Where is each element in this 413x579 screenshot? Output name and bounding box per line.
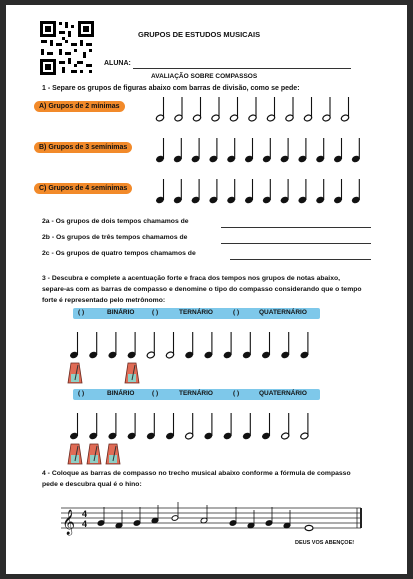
option-paren[interactable]: ( ) — [78, 390, 85, 397]
half-note-icon — [174, 97, 183, 122]
question-1-text: 1 - Separe os grupos de figuras abaixo com barras de divisão, como se pede: — [42, 85, 300, 92]
quarter-note-icon — [155, 138, 164, 163]
quarter-note-icon — [300, 332, 309, 359]
quarter-note-icon — [351, 138, 360, 163]
option-quaternario: QUATERNÁRIO — [259, 390, 307, 397]
quarter-note-icon — [127, 332, 136, 359]
half-note-icon — [229, 97, 238, 122]
half-note-icon — [281, 413, 290, 440]
group-c-label: C) Grupos de 4 semínimas — [34, 183, 132, 194]
metronome-icon — [67, 362, 83, 384]
quarter-note-icon — [298, 179, 307, 204]
option-paren[interactable]: ( ) — [78, 309, 85, 316]
quarter-note-icon — [316, 138, 325, 163]
half-note-icon — [211, 97, 220, 122]
quarter-note-icon — [333, 138, 342, 163]
quarter-note-icon — [209, 179, 218, 204]
group-b-label: B) Grupos de 3 semínimas — [34, 142, 132, 153]
quarter-note-icon — [316, 179, 325, 204]
half-note-icon — [266, 97, 275, 122]
question-2b-text: 2b - Os grupos de três tempos chamamos de — [42, 234, 188, 241]
metronome-icon — [67, 443, 83, 465]
half-note-icon — [192, 97, 201, 122]
half-note-icon — [303, 97, 312, 122]
quarter-note-icon — [351, 179, 360, 204]
quarter-note-icon — [108, 413, 117, 440]
option-ternario: TERNÁRIO — [179, 390, 213, 397]
svg-text:4: 4 — [82, 509, 88, 519]
option-ternario: TERNÁRIO — [179, 309, 213, 316]
quarter-note-icon — [280, 179, 289, 204]
quarter-note-icon — [165, 413, 174, 440]
quarter-note-icon — [155, 179, 164, 204]
half-note-icon — [146, 332, 155, 359]
question-2a-text: 2a - Os grupos de dois tempos chamamos de — [42, 218, 189, 225]
option-paren[interactable]: ( ) — [152, 390, 159, 397]
quarter-note-icon — [204, 332, 213, 359]
quarter-note-icon — [173, 179, 182, 204]
music-staff — [61, 502, 366, 536]
metronome-icon — [86, 443, 102, 465]
quarter-note-icon — [333, 179, 342, 204]
quarter-note-icon — [244, 179, 253, 204]
half-note-icon — [155, 97, 164, 122]
quarter-note-icon — [69, 413, 78, 440]
quarter-note-icon — [209, 138, 218, 163]
option-binario: BINÁRIO — [107, 390, 135, 397]
quarter-note-icon — [261, 413, 270, 440]
quarter-note-icon — [223, 413, 232, 440]
half-note-icon — [185, 413, 194, 440]
metronome-icon — [124, 362, 140, 384]
quarter-note-icon — [173, 138, 182, 163]
quarter-note-icon — [223, 332, 232, 359]
group-c-notes — [6, 177, 407, 205]
qr-code — [38, 19, 96, 77]
treble-clef-icon: 𝄞 — [62, 510, 76, 535]
quarter-note-icon — [298, 138, 307, 163]
option-paren[interactable]: ( ) — [152, 309, 159, 316]
question-4-text: 4 - Coloque as barras de compasso no trecho musical abaixo conforme a fórmula de compasso pede e descubra qual é o hino: — [42, 470, 351, 488]
question-2c-text: 2c - Os grupos de quatro tempos chamamos de — [42, 250, 196, 257]
half-note-icon — [248, 97, 257, 122]
exercise-3-row-2-notes — [6, 411, 407, 441]
exercise-3-row-1-notes — [6, 330, 407, 360]
option-paren[interactable]: ( ) — [233, 309, 240, 316]
meter-options-bar-2 — [73, 389, 320, 400]
quarter-note-icon — [262, 179, 271, 204]
worksheet-page — [6, 5, 407, 574]
page-title: GRUPOS DE ESTUDOS MUSICAIS — [138, 30, 261, 39]
option-quaternario: QUATERNÁRIO — [259, 309, 307, 316]
half-note-icon — [165, 332, 174, 359]
quarter-note-icon — [242, 332, 251, 359]
answer-2a-field[interactable] — [221, 227, 371, 228]
group-a-notes — [6, 95, 407, 123]
half-note-icon — [322, 97, 331, 122]
half-note-icon — [340, 97, 349, 122]
question-3-text: 3 - Descubra e complete a acentuação forte e fraca dos tempos nos grupos de notas abaixo, separe-as com as barras de compasso e denomine o tipo do compasso considerando que o tempo forte é representado pelo metrônomo: — [42, 275, 362, 304]
meter-options-bar-1 — [73, 308, 320, 319]
quarter-note-icon — [89, 413, 98, 440]
quarter-note-icon — [89, 332, 98, 359]
quarter-note-icon — [280, 138, 289, 163]
metronome-icon — [105, 443, 121, 465]
half-note-icon — [300, 413, 309, 440]
footer-blessing: DEUS VOS ABENÇOE! — [295, 540, 355, 546]
student-name-label: ALUNA: — [104, 60, 131, 67]
quarter-note-icon — [127, 413, 136, 440]
quarter-note-icon — [262, 138, 271, 163]
option-paren[interactable]: ( ) — [233, 390, 240, 397]
answer-2c-field[interactable] — [230, 259, 371, 260]
quarter-note-icon — [244, 138, 253, 163]
quarter-note-icon — [191, 138, 200, 163]
assessment-subtitle: AVALIAÇÃO SOBRE COMPASSOS — [151, 73, 258, 80]
quarter-note-icon — [108, 332, 117, 359]
quarter-note-icon — [146, 413, 155, 440]
student-name-field[interactable] — [133, 68, 351, 69]
option-binario: BINÁRIO — [107, 309, 135, 316]
quarter-note-icon — [261, 332, 270, 359]
group-a-label: A) Grupos de 2 mínimas — [34, 101, 125, 112]
quarter-note-icon — [227, 179, 236, 204]
quarter-note-icon — [227, 138, 236, 163]
quarter-note-icon — [185, 332, 194, 359]
half-note-icon — [285, 97, 294, 122]
quarter-note-icon — [191, 179, 200, 204]
answer-2b-field[interactable] — [221, 243, 371, 244]
quarter-note-icon — [204, 413, 213, 440]
quarter-note-icon — [281, 332, 290, 359]
quarter-note-icon — [242, 413, 251, 440]
svg-text:4: 4 — [82, 519, 88, 529]
group-b-notes — [6, 136, 407, 164]
quarter-note-icon — [69, 332, 78, 359]
